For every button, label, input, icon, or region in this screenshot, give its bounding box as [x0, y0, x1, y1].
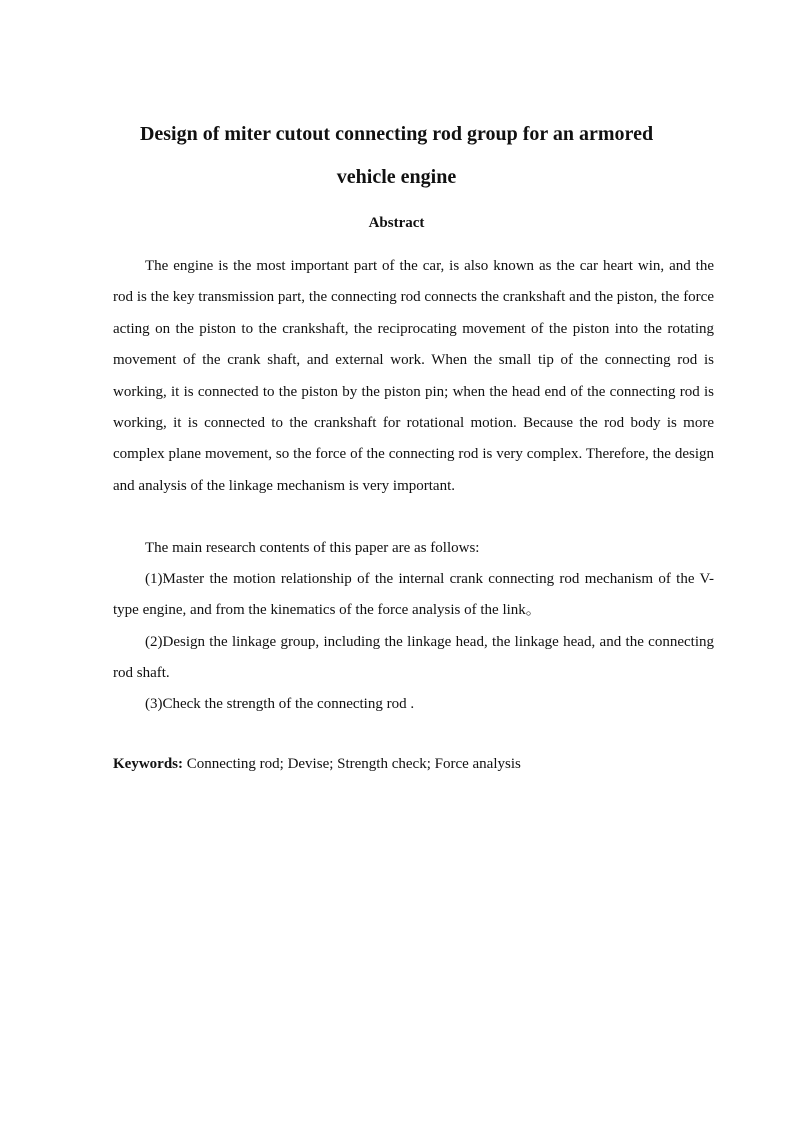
paper-title-line-2: vehicle engine	[336, 166, 457, 188]
content-item-3: (3)Check the strength of the connecting rod .	[145, 696, 415, 712]
keywords-text: Connecting rod; Devise; Strength check; Force analysis	[183, 756, 521, 772]
abstract-heading: Abstract	[368, 215, 425, 231]
abstract-paragraph: The engine is the most important part of the car, is also known as the car heart win, and the rod is the key transmission part, the connecting rod connects the crankshaft and the piston, the force acting on the piston to the crankshaft, the reciprocating movement of the piston into the rotating movement of the crank shaft, and external work. When the small tip of the connecting rod is working, it is connected to the piston by the piston pin; when the head end of the connecting rod is working, it is connected to the crankshaft for rotational motion. Because the rod body is more complex plane movement, so the force of the connecting rod is very complex. Therefore, the design and analysis of the linkage mechanism is very important.	[113, 258, 714, 494]
content-item-1: (1)Master the motion relationship of the internal crank connecting rod mechanism of the V-type engine, and from the kinematics of the force analysis of the link。	[113, 571, 714, 619]
contents-intro: The main research contents of this paper are as follows:	[145, 540, 480, 556]
content-item-2: (2)Design the linkage group, including the linkage head, the linkage head, and the connecting rod shaft.	[113, 634, 714, 682]
paper-title-line-1: Design of miter cutout connecting rod group for an armored	[139, 123, 654, 145]
keywords-label: Keywords:	[113, 756, 183, 772]
keywords-line	[113, 753, 714, 775]
